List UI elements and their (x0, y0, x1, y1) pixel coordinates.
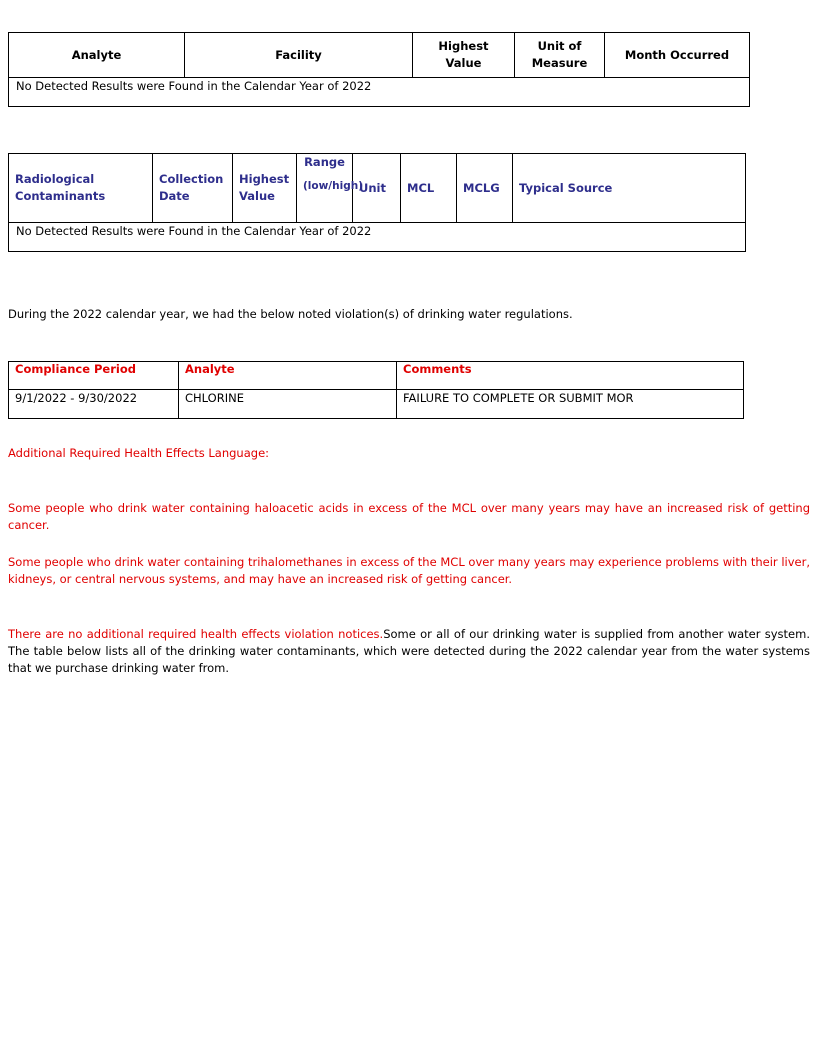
radiological-contaminants-table (8, 153, 746, 252)
header-compliance-period: Compliance Period (9, 362, 179, 390)
cell-comments: FAILURE TO COMPLETE OR SUBMIT MOR (397, 390, 744, 419)
no-results-message: No Detected Results were Found in the Calendar Year of 2022 (9, 223, 746, 252)
violation-intro-text: During the 2022 calendar year, we had the below noted violation(s) of drinking water regulations. (8, 307, 573, 321)
table-header-row (9, 154, 746, 223)
header-collection-date: Collection Date (153, 154, 233, 223)
header-comments: Comments (397, 362, 744, 390)
cell-analyte: CHLORINE (179, 390, 397, 419)
header-typical-source: Typical Source (513, 154, 746, 223)
header-range (297, 154, 364, 223)
health-effects-heading: Additional Required Health Effects Language: (8, 446, 270, 460)
table-header-row (9, 33, 750, 78)
header-month-occurred: Month Occurred (605, 33, 750, 78)
no-results-message: No Detected Results were Found in the Calendar Year of 2022 (9, 78, 750, 107)
table-row (9, 390, 744, 419)
purchased-water-text: Some or all of our drinking water is supplied from another water system. The table below lists all of the drinking water contaminants, which were detected during the 2022 calendar year from the water systems that we purchase drinking water from. (8, 627, 810, 675)
header-highest-value: Highest Value (233, 154, 297, 223)
haloacetic-acids-text: Some people who drink water containing haloacetic acids in excess of the MCL over many years may have an increased risk of getting cancer. (8, 501, 810, 532)
header-analyte: Analyte (179, 362, 397, 390)
header-mcl: MCL (401, 154, 457, 223)
header-facility: Facility (185, 33, 413, 78)
table-header-row (9, 362, 744, 390)
header-analyte: Analyte (9, 33, 185, 78)
detected-results-table (8, 32, 750, 107)
violations-table (8, 361, 744, 419)
trihalomethanes-text: Some people who drink water containing trihalomethanes in excess of the MCL over many years may experience problems with their liver, kidneys, or central nervous systems, and may have an increased risk of getting cancer. (8, 555, 810, 586)
header-highest-value: Highest Value (413, 33, 515, 78)
no-notices-text: There are no additional required health effects violation notices. (8, 627, 384, 641)
cell-compliance-period: 9/1/2022 - 9/30/2022 (9, 390, 179, 419)
range-sublabel: (low/high) (303, 180, 364, 192)
purchased-water-paragraph (8, 626, 810, 677)
header-radiological-contaminants: Radiological Contaminants (9, 154, 153, 223)
table-row (9, 223, 746, 252)
header-mclg: MCLG (457, 154, 513, 223)
header-unit: Unit (353, 154, 401, 223)
table-row (9, 78, 750, 107)
range-label: Range (304, 155, 345, 169)
header-unit-of-measure: Unit of Measure (515, 33, 605, 78)
